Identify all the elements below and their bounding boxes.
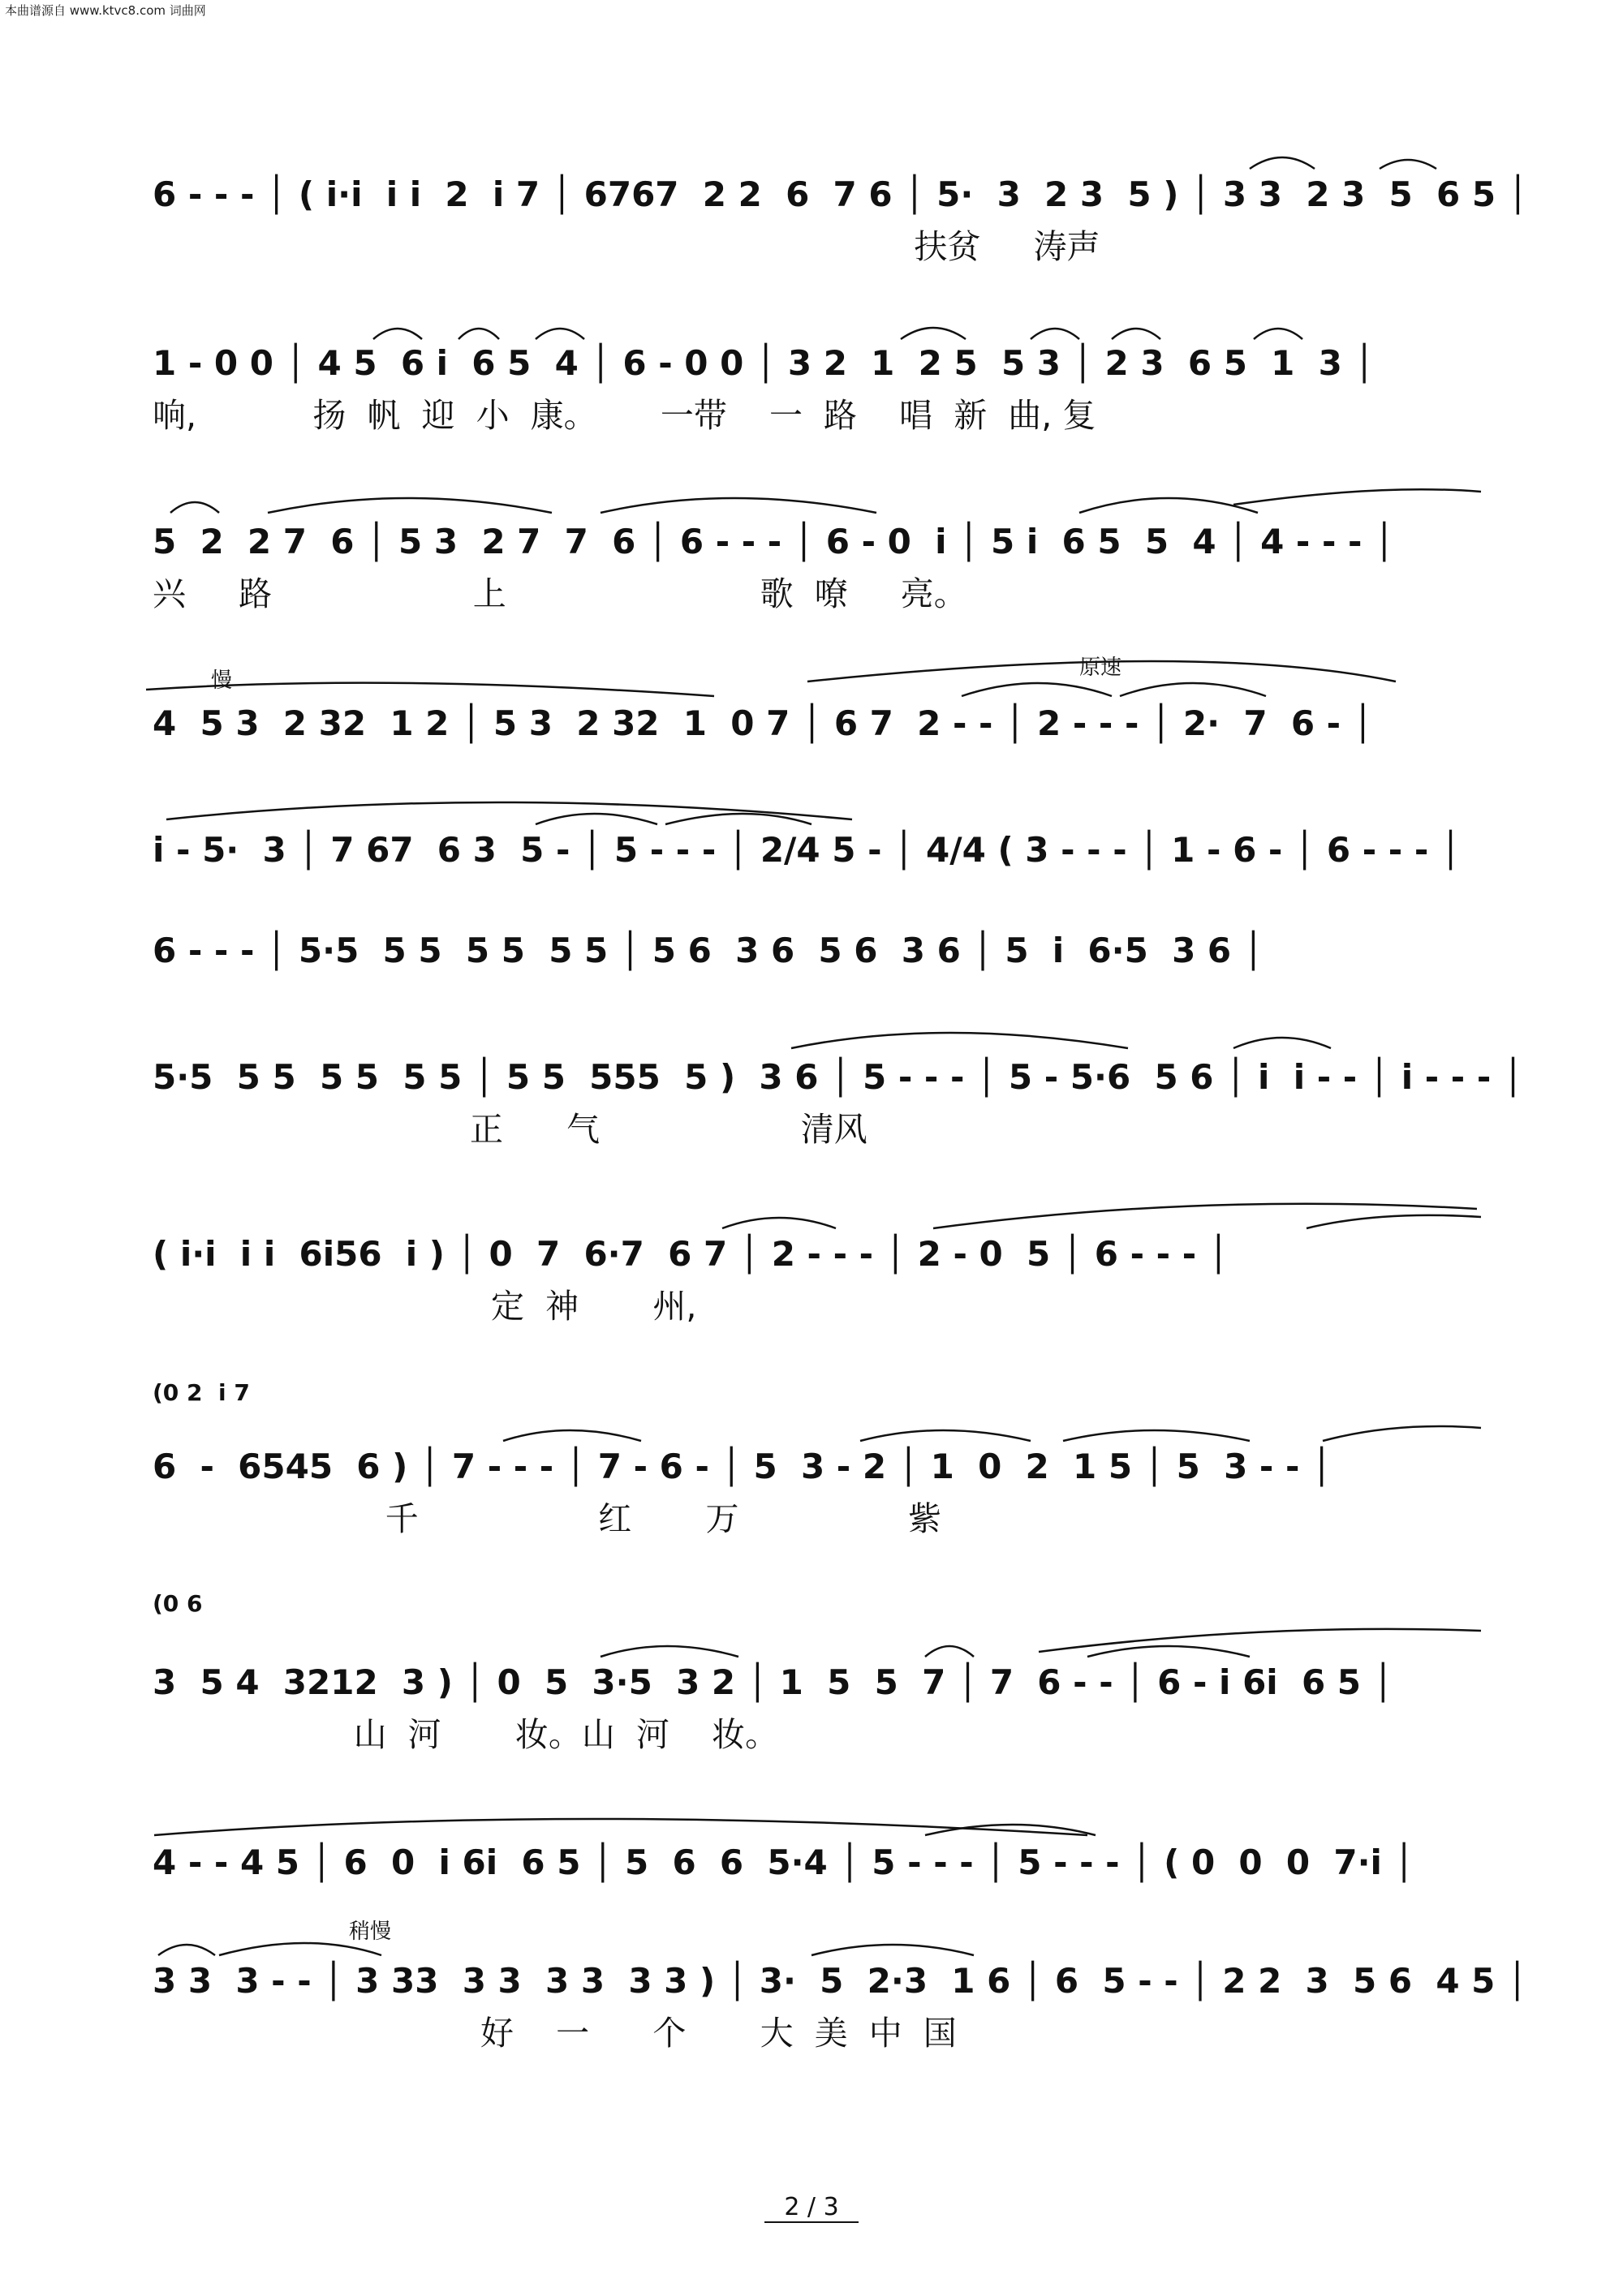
notes-row: ( i·i i i 6i56 i ) │ 0 7 6·7 6 7 │ 2 - - - │ 2 - 0 5 │ 6 - - - │ bbox=[153, 1234, 1229, 1274]
notes-row: 3 3 3 - - │ 3 33 3 3 3 3 3 3 ) │ 3· 5 2·3 1 6 │ 6 5 - - │ 2 2 3 5 6 4 5 │ bbox=[153, 1961, 1528, 2001]
grace-notes-above: (0 6 bbox=[153, 1590, 203, 1617]
notes-row: 5·5 5 5 5 5 5 5 │ 5 5 555 5 ) 3 6 │ 5 - - - │ 5 - 5·6 5 6 │ i i - - │ i - - - │ bbox=[153, 1057, 1524, 1097]
notes-row: 3 5 4 3212 3 ) │ 0 5 3·5 3 2 │ 1 5 5 7 │ 7 6 - - │ 6 - i 6i 6 5 │ bbox=[153, 1662, 1393, 1702]
notes-row: 6 - - - │ 5·5 5 5 5 5 5 5 │ 5 6 3 6 5 6 3 6 │ 5 i 6·5 3 6 │ bbox=[153, 931, 1264, 970]
notes-row: 6 - - - │ ( i·i i i 2 i 7 │ 6767 2 2 6 7 6 │ 5· 3 2 3 5 ) │ 3 3 2 3 5 6 5 │ bbox=[153, 174, 1528, 214]
page-number-text: 2 / 3 bbox=[764, 2193, 858, 2223]
lyrics-row: 好 一 个 大 美 中 国 bbox=[153, 2014, 957, 2053]
page-number bbox=[0, 2193, 1623, 2223]
notes-row: 1 - 0 0 │ 4 5 6 i 6 5 4 │ 6 - 0 0 │ 3 2 1 2 5 5 3 │ 2 3 6 5 1 3 │ bbox=[153, 343, 1375, 383]
tempo-mark-slightly-slow: 稍慢 bbox=[349, 1920, 392, 1944]
lyrics-row: 千 红 万 紫 bbox=[153, 1499, 942, 1538]
notes-row: i - 5· 3 │ 7 67 6 3 5 - │ 5 - - - │ 2/4 5 - │ 4/4 ( 3 - - - │ 1 - 6 - │ 6 - - - │ bbox=[153, 830, 1462, 870]
tempo-mark-original: 原速 bbox=[1079, 656, 1122, 680]
grace-notes-above: (0 2 i 7 bbox=[153, 1379, 250, 1406]
lyrics-row: 正 气 清风 bbox=[153, 1110, 867, 1149]
tempo-mark-slow: 慢 bbox=[211, 669, 233, 693]
lyrics-row: 响, 扬 帆 迎 小 康。 一带 一 路 唱 新 曲, 复 bbox=[153, 396, 1096, 435]
lyrics-row: 扶贫 涛声 bbox=[153, 227, 1100, 266]
notes-row: 5 2 2 7 6 │ 5 3 2 7 7 6 │ 6 - - - │ 6 - 0 i │ 5 i 6 5 5 4 │ 4 - - - │ bbox=[153, 522, 1395, 561]
notes-row: 6 - 6545 6 ) │ 7 - - - │ 7 - 6 - │ 5 3 - 2 │ 1 0 2 1 5 │ 5 3 - - │ bbox=[153, 1447, 1332, 1486]
lyrics-row: 定 神 州, bbox=[153, 1287, 697, 1326]
notes-row: 4 5 3 2 32 1 2 │ 5 3 2 32 1 0 7 │ 6 7 2 - - │ 2 - - - │ 2· 7 6 - │ bbox=[153, 703, 1374, 743]
source-header: 本曲谱源自 www.ktvc8.com 词曲网 bbox=[5, 3, 206, 18]
notes-row: 4 - - 4 5 │ 6 0 i 6i 6 5 │ 5 6 6 5·4 │ 5 - - - │ 5 - - - │ ( 0 0 0 7·i │ bbox=[153, 1842, 1414, 1882]
lyrics-row: 兴 路 上 歌 嘹 亮。 bbox=[153, 574, 967, 613]
lyrics-row: 山 河 妆。山 河 妆。 bbox=[153, 1715, 779, 1754]
